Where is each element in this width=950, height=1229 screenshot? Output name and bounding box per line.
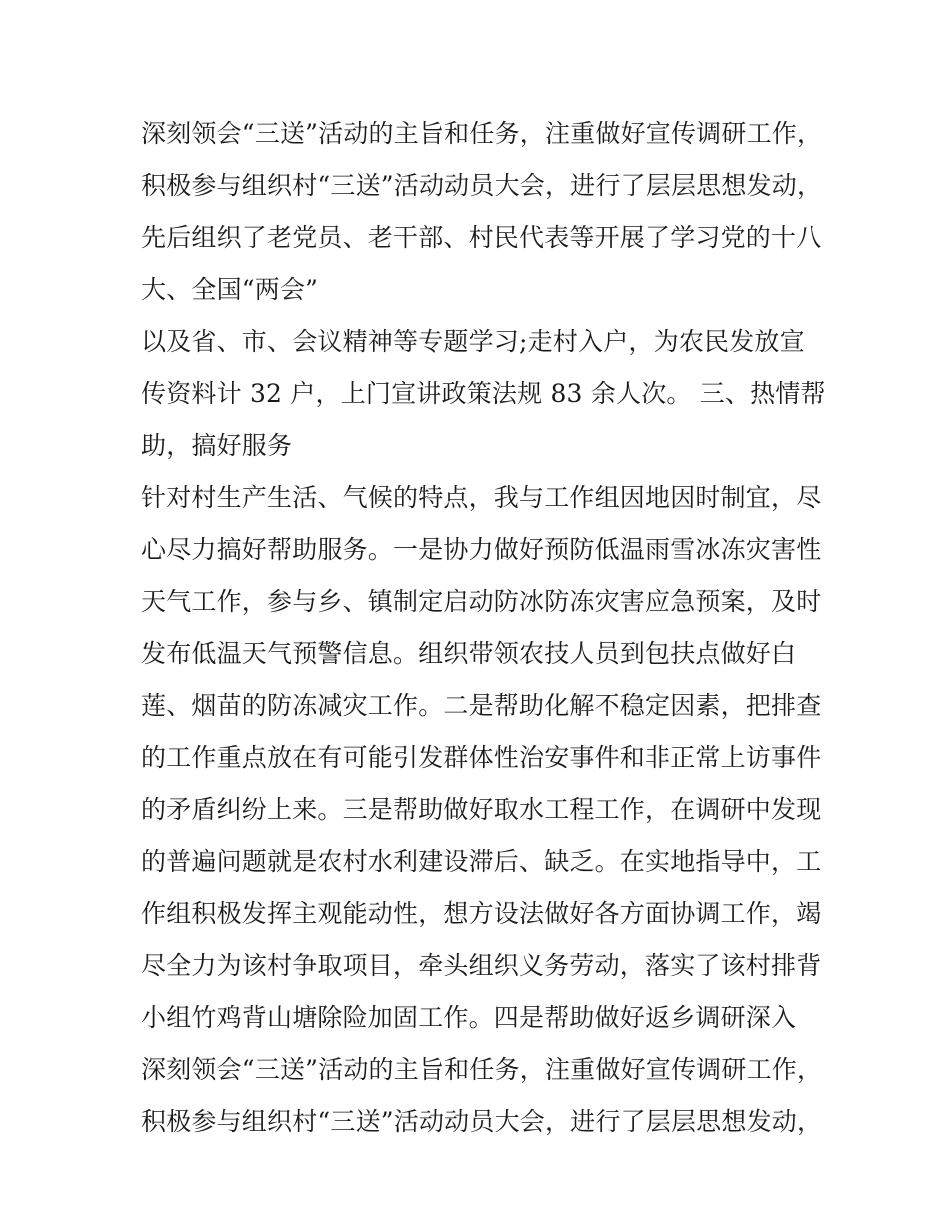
text-line: 作组积极发挥主观能动性，想方设法做好各方面协调工作，竭 [141,899,822,928]
text-line: 积极参与组织村“三送”活动动员大会，进行了层层思想发动， [141,1107,823,1136]
text-line: 的普遍问题就是农村水利建设滞后、缺乏。在实地指导中，工 [141,847,822,876]
text-line: 发布低温天气预警信息。组织带领农技人员到包扶点做好白 [141,639,797,668]
text-line: 积极参与组织村“三送”活动动员大会，进行了层层思想发动， [141,171,823,200]
text-line: 深刻领会“三送”活动的主旨和任务，注重做好宣传调研工作， [141,119,823,148]
text-line: 助，搞好服务 [141,431,293,460]
text-line: 心尽力搞好帮助服务。一是协力做好预防低温雨雪冰冻灾害性 [141,535,822,564]
text-line: 天气工作，参与乡、镇制定启动防冰防冻灾害应急预案，及时 [141,587,822,616]
text-line: 先后组织了老党员、老干部、村民代表等开展了学习党的十八 [141,223,822,252]
text-line: 大、全国“两会” [141,275,319,304]
text-line: 的工作重点放在有可能引发群体性治安事件和非正常上访事件 [141,743,822,772]
text-line: 深刻领会“三送”活动的主旨和任务，注重做好宣传调研工作， [141,1055,823,1084]
body-text [141,108,826,1148]
text-line: 针对村生产生活、气候的特点，我与工作组因地因时制宜，尽 [141,483,822,512]
text-line: 的矛盾纠纷上来。三是帮助做好取水工程工作，在调研中发现 [141,795,822,824]
text-line: 以及省、市、会议精神等专题学习;走村入户，为农民发放宣 [141,327,805,356]
text-line: 传资料计 32 户，上门宣讲政策法规 83 余人次。 三、热情帮 [141,379,826,408]
text-line: 尽全力为该村争取项目，牵头组织义务劳动，落实了该村排背 [141,951,822,980]
text-line: 莲、烟苗的防冻减灾工作。二是帮助化解不稳定因素，把排查 [141,691,822,720]
text-line: 小组竹鸡背山塘除险加固工作。四是帮助做好返乡调研深入 [141,1003,797,1032]
